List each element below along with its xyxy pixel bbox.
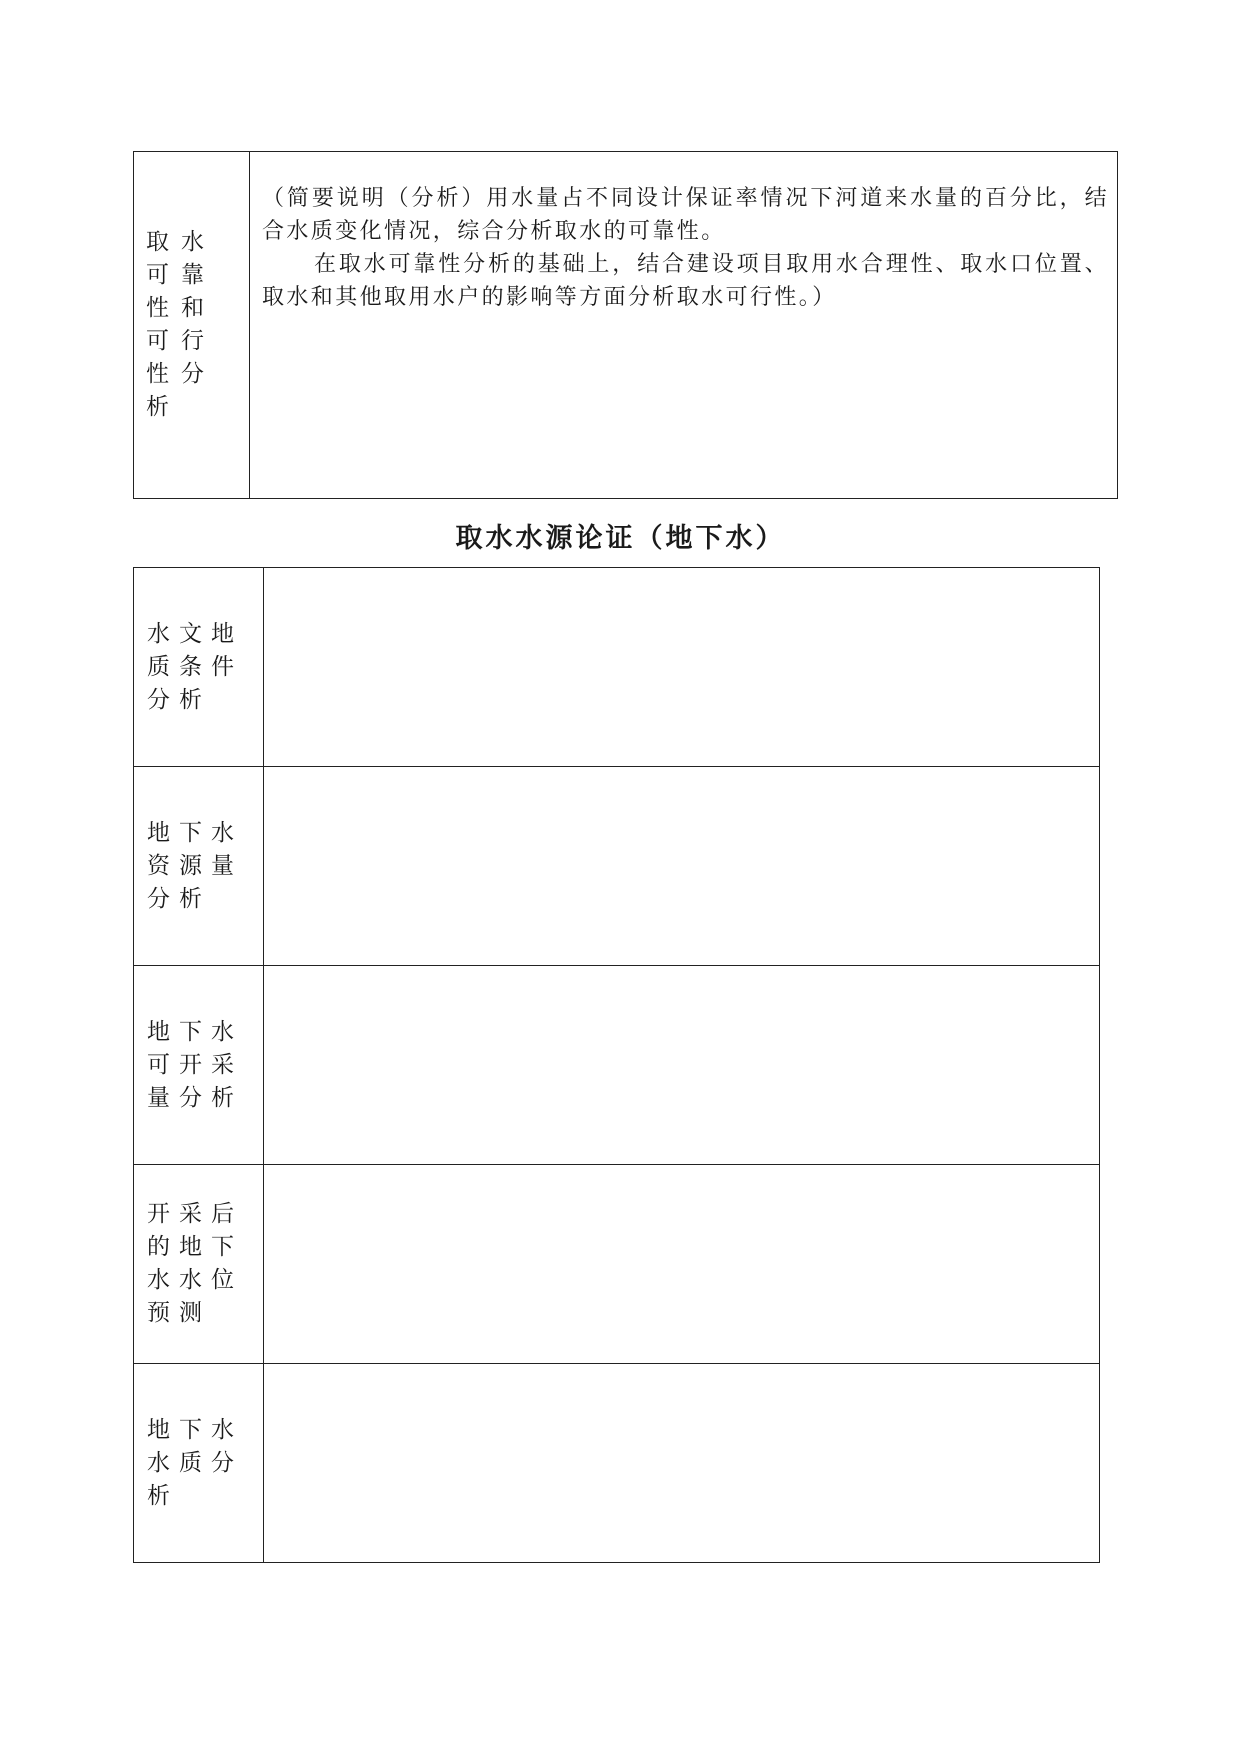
- row-content-resources[interactable]: [264, 767, 1100, 966]
- table-row: [134, 1364, 1100, 1563]
- reliability-row: [134, 152, 1118, 499]
- row-label-water-quality: 地下水水质分析: [134, 1364, 264, 1563]
- row-label-hydrogeology: 水文地质条件分析: [134, 568, 264, 767]
- table-row: [134, 966, 1100, 1165]
- reliability-label: 取水可靠性和可行性分析: [134, 152, 250, 499]
- row-label-resources: 地下水资源量分析: [134, 767, 264, 966]
- groundwater-table: [133, 567, 1100, 1563]
- row-content-water-quality[interactable]: [264, 1364, 1100, 1563]
- reliability-content[interactable]: [250, 152, 1118, 499]
- row-label-exploitable: 地下水可开采量分析: [134, 966, 264, 1165]
- reliability-paragraph-2: 在取水可靠性分析的基础上，结合建设项目取用水合理性、取水口位置、取水和其他取用水户的影响等方面分析取水可行性。）: [262, 252, 1109, 310]
- row-label-water-level: 开采后的地下水水位预测: [134, 1165, 264, 1364]
- section-title: 取水水源论证（地下水）: [455, 523, 786, 554]
- reliability-table: [133, 151, 1118, 499]
- table-row: [134, 1165, 1100, 1364]
- row-content-exploitable[interactable]: [264, 966, 1100, 1165]
- table-row: [134, 767, 1100, 966]
- table-row: [134, 568, 1100, 767]
- reliability-paragraph-1: （简要说明（分析）用水量占不同设计保证率情况下河道来水量的百分比，结合水质变化情况，综合分析取水的可靠性。: [262, 186, 1109, 244]
- row-content-water-level[interactable]: [264, 1165, 1100, 1364]
- row-content-hydrogeology[interactable]: [264, 568, 1100, 767]
